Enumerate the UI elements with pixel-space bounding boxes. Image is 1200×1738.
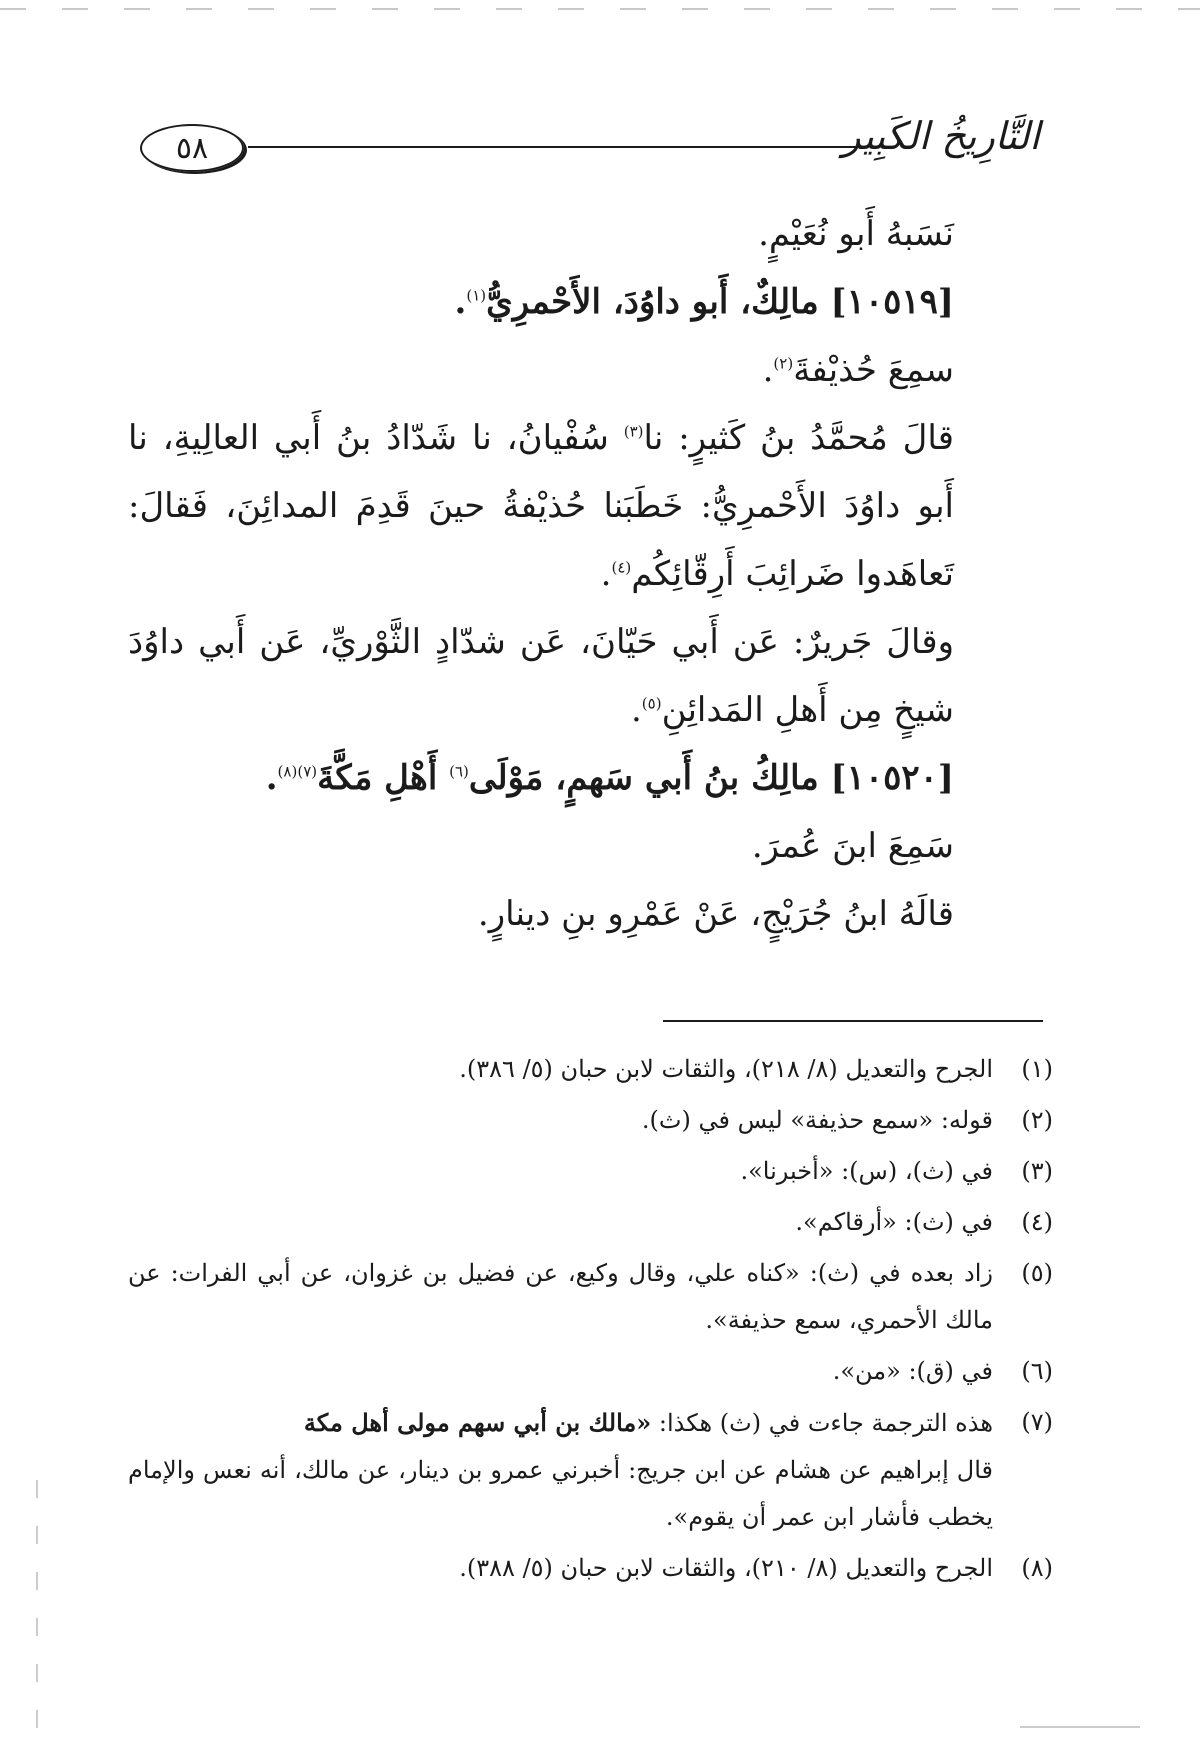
- footnote-text: في (ق): «من».: [832, 1357, 993, 1385]
- footnotes: [128, 1046, 1053, 1596]
- footnote-3: [128, 1148, 1053, 1195]
- header-rule: [248, 146, 868, 148]
- footnote-7: [128, 1399, 1053, 1541]
- footnote-number: (٧): [1021, 1408, 1053, 1436]
- footnote-ref-5[interactable]: (٥): [641, 694, 662, 713]
- footnote-quote-bold: «مالك بن أبي سهم مولى أهل مكة: [303, 1408, 652, 1437]
- footnote-text: الجرح والتعديل (٨/ ٢١٨)، والثقات لابن حبان (٥/ ٣٨٦).: [459, 1055, 993, 1083]
- footnote-ref-4[interactable]: (٤): [611, 558, 632, 577]
- footnote-text: في (ث): «أرقاكم».: [795, 1208, 993, 1236]
- scan-edge-left: [36, 1480, 38, 1730]
- footnote-number: (٣): [1021, 1157, 1053, 1185]
- paragraph-heard: سمِعَ حُذيْفةَ$^{(٢)}$.: [762, 350, 954, 390]
- book-title: التَّارِيخُ الكَبِير: [842, 114, 1040, 158]
- footnote-number: (١): [1021, 1055, 1053, 1083]
- footnote-5: [128, 1250, 1053, 1344]
- footnote-ref-3[interactable]: (٣): [623, 422, 644, 441]
- footnote-ref-2[interactable]: (٢): [773, 354, 794, 373]
- entry-heading-10519: [١٠٥١٩] مالِكٌ، أَبو داوُدَ، الأَحْمرِيُّ$^{(١)}$.: [454, 282, 954, 322]
- footnote-4: [128, 1199, 1053, 1246]
- page-number: ٥٨: [140, 124, 244, 172]
- paragraph-narration-1: قالَ مُحمَّدُ بنُ كَثيرٍ: نا$^{(٣)}$ سُفْيانُ، نا شَدّادُ بنُ أَبي العالِيةِ، نا أَبو داوُدَ الأَحْمرِيُّ: خَطَبَنا حُذيْفةُ حينَ قَدِمَ المدائِنَ، فَقالَ: تَعاهَدوا ضَرائِبَ أَرِقّائِكُم$^{(٤)}$.: [128, 418, 954, 594]
- paragraph-said-by: قالَهُ ابنُ جُرَيْجٍ، عَنْ عَمْرِو بنِ دينارٍ.: [477, 894, 954, 934]
- scan-edge-bottom: [1020, 1726, 1140, 1728]
- footnote-2: [128, 1097, 1053, 1144]
- footnote-text: قوله: «سمع حذيفة» ليس في (ث).: [641, 1106, 993, 1134]
- footnote-text: زاد بعده في (ث): «كناه علي، وقال وكيع، عن فضيل بن غزوان، عن أبي الفرات: عن مالك الأحمري، سمع حذيفة».: [128, 1259, 993, 1334]
- footnote-ref-7-8[interactable]: (٧)(٨): [277, 762, 318, 781]
- footnote-text: في (ث)، (س): «أخبرنا».: [740, 1157, 993, 1185]
- main-text: [128, 200, 984, 948]
- footnote-ref-1[interactable]: (١): [466, 286, 487, 305]
- footnote-8: [128, 1545, 1053, 1592]
- footnote-rule: [663, 1020, 1043, 1022]
- footnote-number: (٤): [1021, 1208, 1053, 1236]
- footnote-1: [128, 1046, 1053, 1093]
- scan-edge-top: [0, 8, 1200, 10]
- footnote-number: (٨): [1021, 1554, 1053, 1582]
- footnote-6: [128, 1348, 1053, 1395]
- paragraph-heard-2: سَمِعَ ابنَ عُمرَ.: [751, 826, 954, 866]
- footnote-text: الجرح والتعديل (٨/ ٢١٠)، والثقات لابن حبان (٥/ ٣٨٨).: [459, 1554, 993, 1582]
- entry-heading-10520: [١٠٥٢٠] مالِكُ بنُ أَبي سَهمٍ، مَوْلَى$^{(٦)}$ أَهْلِ مَكَّةَ$^{(٧)(٨)}$.: [265, 758, 954, 798]
- page-header: [140, 114, 1040, 178]
- paragraph-lineage: نَسَبهُ أَبو نُعَيْمٍ.: [758, 214, 954, 254]
- footnote-number: (٢): [1021, 1106, 1053, 1134]
- footnote-number: (٥): [1021, 1259, 1053, 1287]
- footnote-number: (٦): [1021, 1357, 1053, 1385]
- footnote-text: هذه الترجمة جاءت في (ث) هكذا: «مالك بن أبي سهم مولى أهل مكة قال إبراهيم عن هشام عن ابن جريج: أخبرني عمرو بن دينار، عن مالك، أنه نعس والإمام يخطب فأشار ابن عمر أن يقوم».: [128, 1408, 993, 1531]
- paragraph-narration-2: وقالَ جَريرٌ: عَن أَبي حَيّانَ، عَن شدّادٍ الثَّوْريِّ، عَن أَبي داوُدَ شيخٍ مِن أَهلِ المَدائِنِ$^{(٥)}$.: [128, 622, 954, 730]
- footnote-ref-6[interactable]: (٦): [449, 762, 469, 781]
